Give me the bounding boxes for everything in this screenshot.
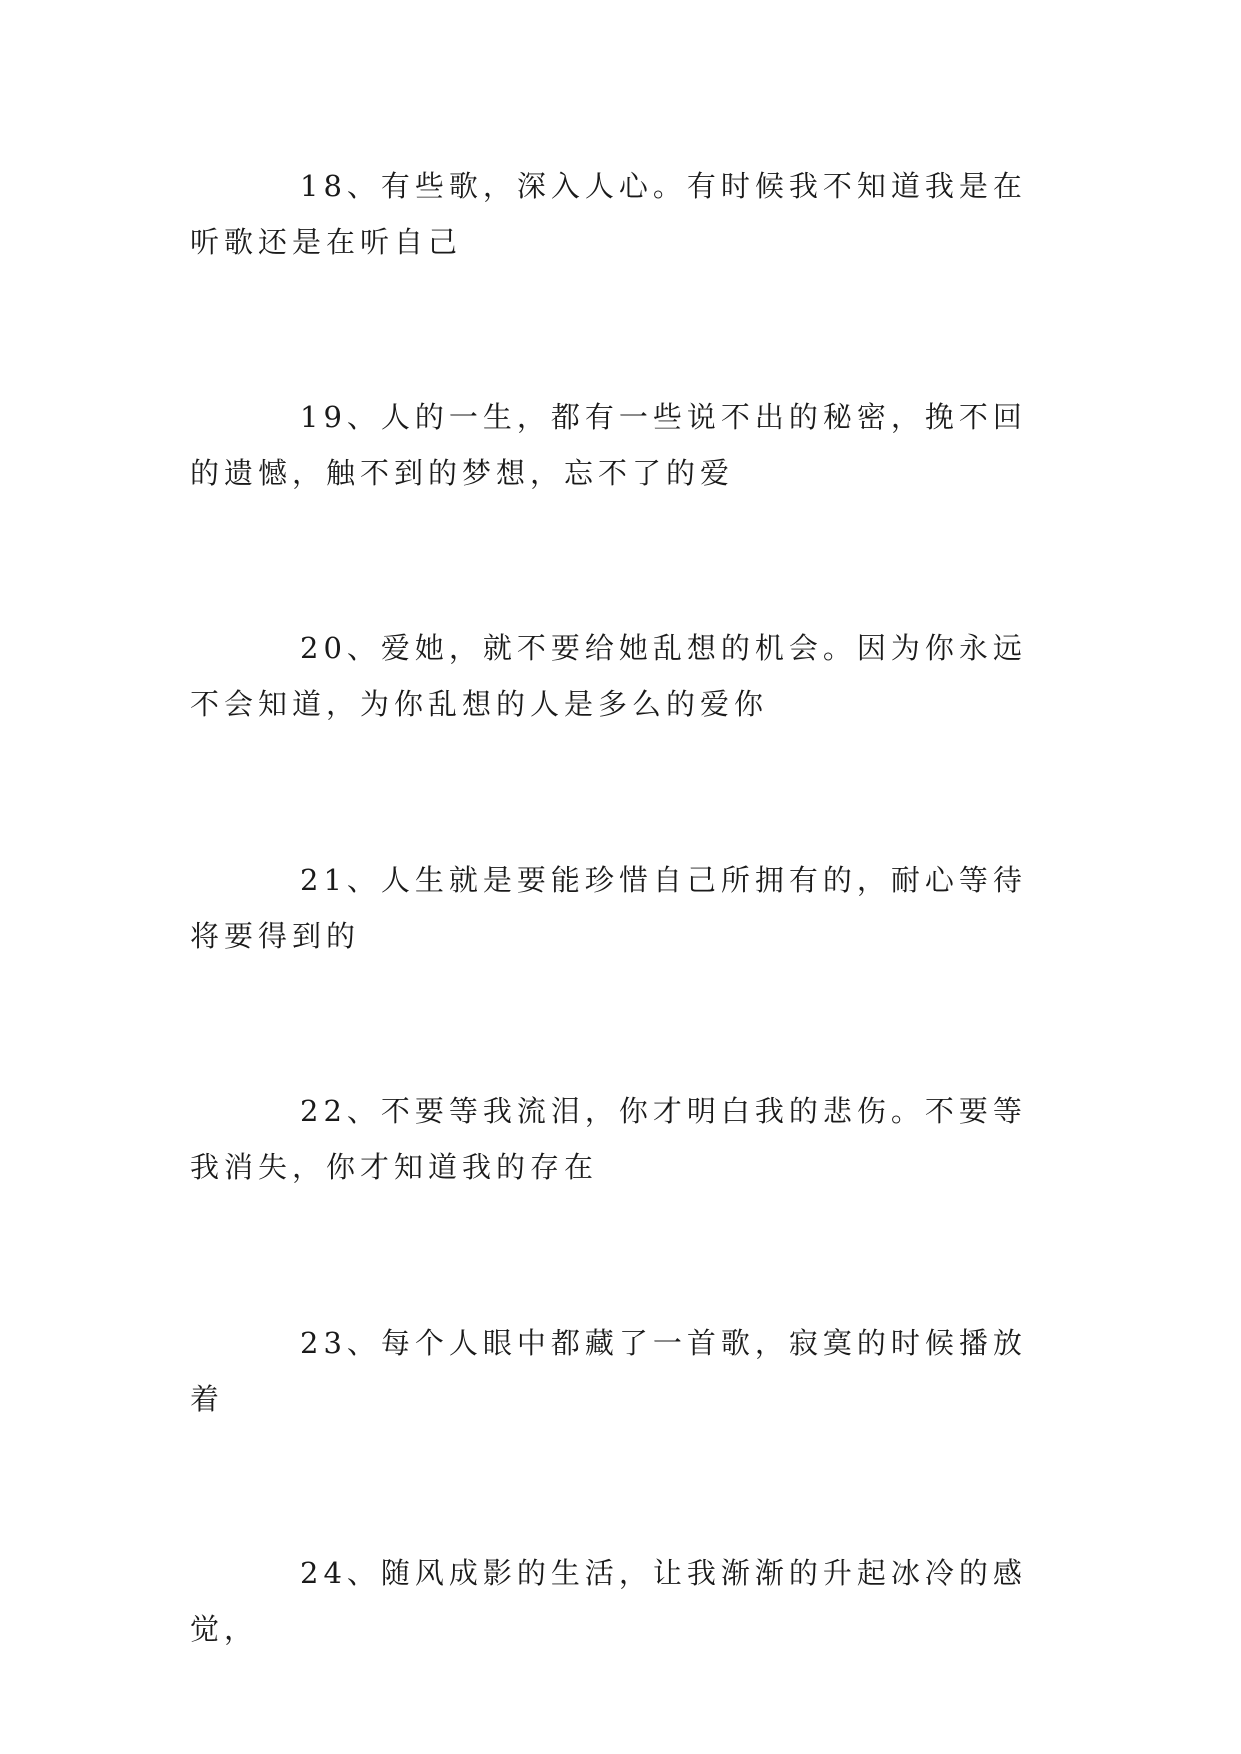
paragraph-18: 18、有些歌，深入人心。有时候我不知道我是在听歌还是在听自己 [190, 169, 1027, 259]
paragraph-21: 21、人生就是要能珍惜自己所拥有的，耐心等待将要得到的 [190, 863, 1027, 953]
paragraph-24: 24、随风成影的生活，让我渐渐的升起冰冷的感觉， [190, 1556, 1027, 1646]
paragraph-19: 19、人的一生，都有一些说不出的秘密，挽不回的遗憾，触不到的梦想，忘不了的爱 [190, 400, 1027, 490]
paragraph-20: 20、爱她，就不要给她乱想的机会。因为你永远不会知道，为你乱想的人是多么的爱你 [190, 631, 1027, 721]
paragraph-23: 23、每个人眼中都藏了一首歌，寂寞的时候播放着 [190, 1326, 1027, 1416]
paragraph-22: 22、不要等我流泪，你才明白我的悲伤。不要等我消失，你才知道我的存在 [190, 1094, 1027, 1184]
